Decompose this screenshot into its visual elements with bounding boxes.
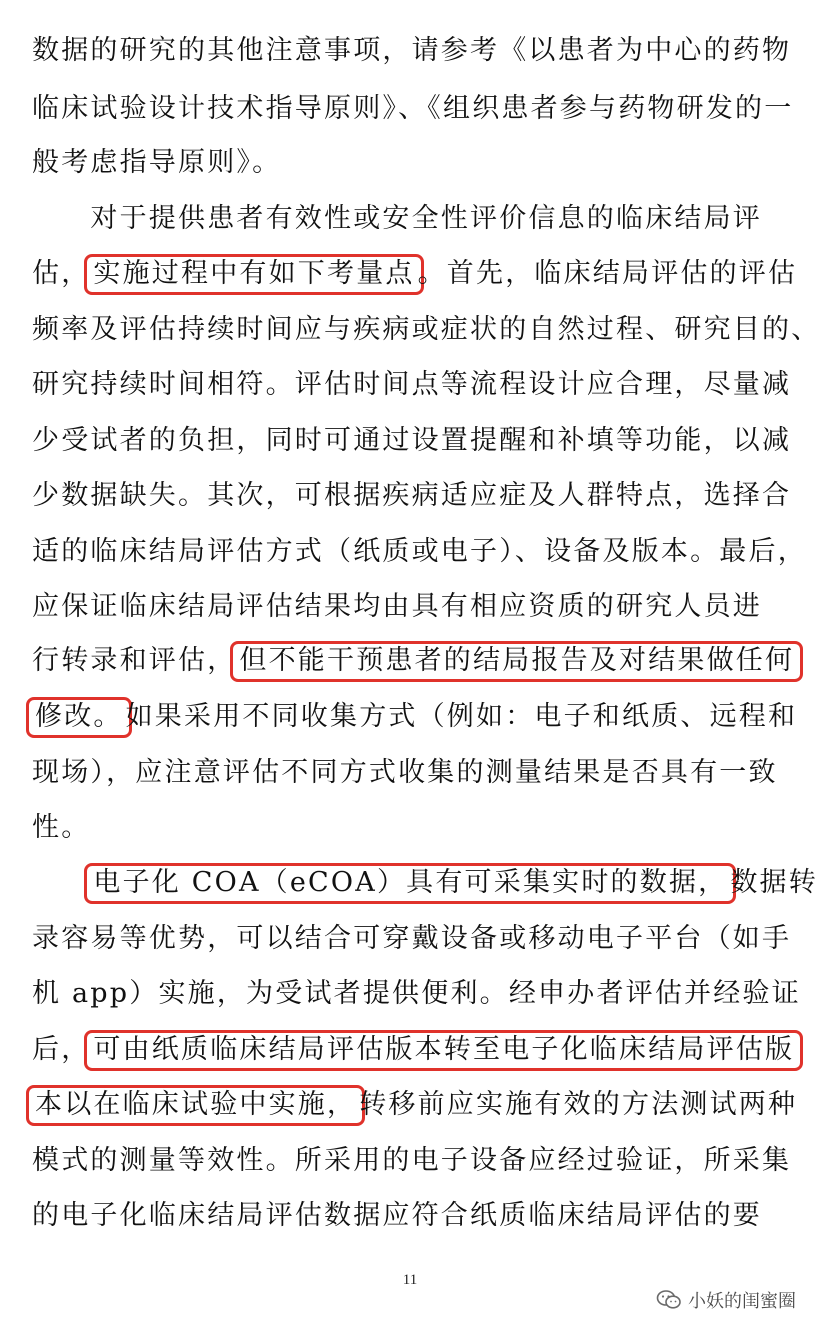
line-text: 研究持续时间相符。评估时间点等流程设计应合理，尽量减 [32, 369, 792, 400]
watermark [656, 1287, 796, 1313]
text-line [32, 310, 820, 350]
line-text: 应保证临床结局评估结果均由具有相应资质的研究人员进 [32, 591, 762, 622]
text-line [32, 863, 818, 903]
highlighted-phrase: 可由纸质临床结局评估版本转至电子化临床结局评估版 [84, 1030, 803, 1071]
line-text: 对于提供患者有效性或安全性评价信息的临床结局评 [32, 203, 762, 234]
text-line [32, 808, 792, 848]
wechat-icon [656, 1289, 682, 1311]
line-text [32, 867, 90, 898]
text-line [32, 199, 792, 239]
text-line [32, 1085, 798, 1125]
line-text: 转移前应实施有效的方法测试两种 [359, 1089, 798, 1120]
line-text: 适的临床结局评估方式（纸质或电子）、设备及版本。最后， [32, 536, 807, 567]
text-line [32, 587, 792, 627]
text-line [32, 974, 801, 1014]
text-line [32, 753, 792, 793]
text-line [32, 1141, 792, 1181]
text-line [32, 919, 792, 959]
line-text: 后， [32, 1034, 91, 1065]
page-number: 11 [402, 1272, 418, 1288]
text-line [32, 1196, 792, 1236]
highlighted-phrase: 电子化 COA（eCOA）具有可采集实时的数据， [84, 863, 736, 904]
line-text: 行转录和评估， [32, 645, 237, 676]
line-text: 如果采用不同收集方式（例如：电子和纸质、远程和 [125, 701, 798, 732]
line-text: 频率及评估持续时间应与疾病或症状的自然过程、研究目的、 [32, 314, 820, 345]
highlighted-phrase: 实施过程中有如下考量点 [84, 254, 423, 295]
text-line [32, 697, 798, 737]
line-text: 般考虑指导原则》。 [32, 147, 282, 178]
line-text: 录容易等优势，可以结合可穿戴设备或移动电子平台（如手 [32, 923, 792, 954]
text-line [32, 89, 792, 129]
line-text: 机 app）实施，为受试者提供便利。经申办者评估并经验证 [32, 978, 801, 1009]
text-line [32, 532, 807, 572]
line-text: 少受试者的负担，同时可通过设置提醒和补填等功能，以减 [32, 425, 792, 456]
text-line [32, 421, 792, 461]
line-text: 模式的测量等效性。所采用的电子设备应经过验证，所采集 [32, 1145, 792, 1176]
watermark-text: 小妖的闺蜜圈 [688, 1291, 796, 1312]
line-text: 。首先，临床结局评估的评估 [417, 258, 798, 289]
text-line [32, 254, 798, 294]
text-line [32, 1030, 795, 1070]
line-text: 数据转 [730, 867, 818, 898]
text-line [32, 365, 792, 405]
text-line [32, 143, 792, 183]
text-line [32, 31, 792, 71]
line-text: 的电子化临床结局评估数据应符合纸质临床结局评估的要 [32, 1200, 762, 1231]
line-text: 少数据缺失。其次，可根据疾病适应症及人群特点，选择合 [32, 480, 792, 511]
highlighted-phrase: 本以在临床试验中实施， [26, 1085, 365, 1126]
line-text: 数据的研究的其他注意事项，请参考《以患者为中心的药物 [32, 35, 792, 66]
line-text: 性。 [32, 812, 91, 843]
line-text: 估， [32, 258, 91, 289]
line-text: 现场），应注意评估不同方式收集的测量结果是否具有一致 [32, 757, 778, 788]
highlighted-phrase: 但不能干预患者的结局报告及对结果做任何 [230, 641, 803, 682]
text-line [32, 476, 792, 516]
text-line [32, 641, 795, 681]
highlighted-phrase: 修改。 [26, 697, 132, 738]
line-text: 临床试验设计技术指导原则》、《组织患者参与药物研发的一 [32, 93, 794, 124]
